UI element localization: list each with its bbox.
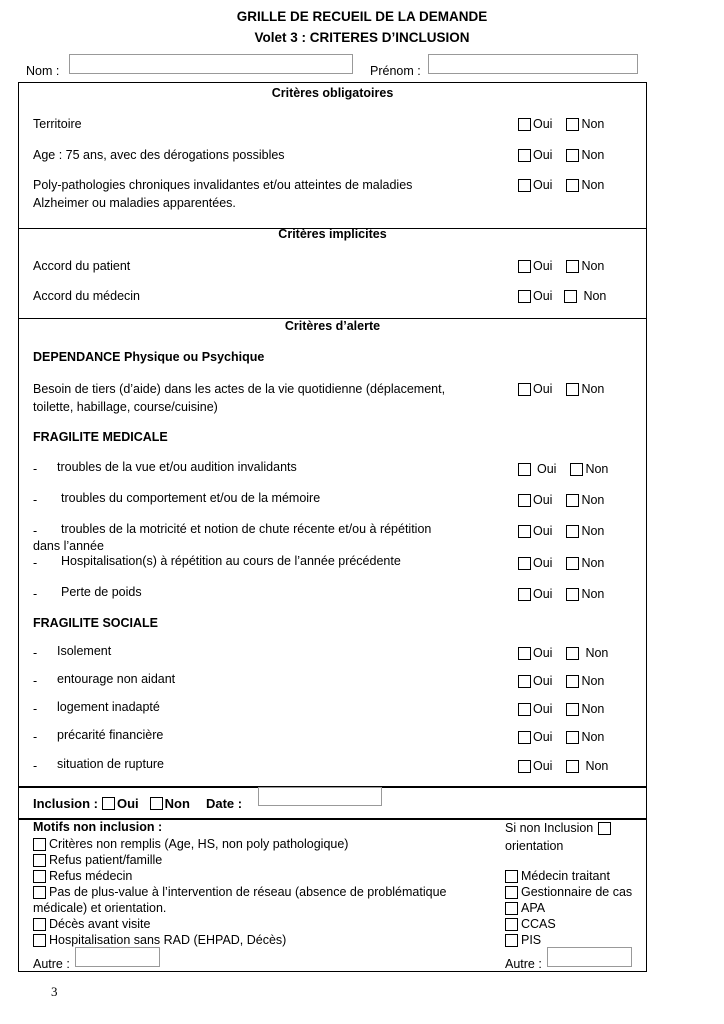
inclusion-non-checkbox[interactable] bbox=[150, 797, 163, 810]
oui-checkbox[interactable] bbox=[518, 557, 531, 570]
orientation-autre-field[interactable] bbox=[547, 947, 632, 967]
dependance-heading: DEPENDANCE Physique ou Psychique bbox=[33, 350, 265, 364]
checkbox[interactable] bbox=[505, 934, 518, 947]
motif-refus-patient bbox=[33, 852, 162, 868]
date-label: Date : bbox=[205, 796, 243, 811]
criterion-age: Age : 75 ans, avec des dérogations possibles bbox=[33, 148, 285, 162]
inclusion-row bbox=[33, 796, 242, 811]
oui-checkbox[interactable] bbox=[518, 290, 531, 303]
non-checkbox[interactable] bbox=[564, 290, 577, 303]
motif-label: Refus patient/famille bbox=[49, 853, 163, 867]
checkbox[interactable] bbox=[33, 918, 46, 931]
non-checkbox[interactable] bbox=[566, 703, 579, 716]
orientation-ccas bbox=[505, 916, 556, 932]
oui-checkbox[interactable] bbox=[518, 525, 531, 538]
criterion-comportement: troubles du comportement et/ou de la mémoire bbox=[61, 491, 321, 505]
oui-checkbox[interactable] bbox=[518, 588, 531, 601]
nom-label: Nom : bbox=[26, 64, 60, 78]
criterion-accord-medecin: Accord du médecin bbox=[33, 289, 141, 303]
non-label: Non bbox=[583, 289, 607, 303]
oui-label: Oui bbox=[533, 178, 553, 192]
motif-pas-plus-value bbox=[33, 884, 446, 900]
oui-checkbox[interactable] bbox=[518, 731, 531, 744]
oui-label: Oui bbox=[533, 702, 553, 716]
non-label: Non bbox=[581, 382, 605, 396]
motif-label: Décès avant visite bbox=[49, 917, 151, 931]
oui-label: Oui bbox=[533, 730, 553, 744]
oui-non-isolement bbox=[518, 646, 608, 660]
criterion-entourage: entourage non aidant bbox=[57, 672, 176, 686]
bullet-dash: - bbox=[33, 524, 38, 538]
fragilite-medicale-heading: FRAGILITE MEDICALE bbox=[33, 430, 168, 444]
criterion-rupture: situation de rupture bbox=[57, 757, 165, 771]
orientation-gestionnaire-cas bbox=[505, 884, 632, 900]
checkbox[interactable] bbox=[33, 838, 46, 851]
non-checkbox[interactable] bbox=[566, 118, 579, 131]
oui-label: Oui bbox=[533, 587, 553, 601]
orientation-label: Médecin traitant bbox=[521, 869, 610, 883]
oui-non-besoin-tiers bbox=[518, 382, 604, 396]
orientation-medecin-traitant bbox=[505, 868, 610, 884]
motif-label: Pas de plus-value à l’intervention de réseau (absence de problématique bbox=[49, 885, 447, 899]
prenom-label: Prénom : bbox=[370, 64, 421, 78]
non-label: Non bbox=[581, 674, 605, 688]
criterion-logement: logement inadapté bbox=[57, 700, 160, 714]
oui-label: Oui bbox=[533, 646, 553, 660]
criterion-motricite-cont: dans l’année bbox=[33, 539, 104, 553]
checkbox[interactable] bbox=[505, 886, 518, 899]
non-label: Non bbox=[585, 646, 609, 660]
checkbox[interactable] bbox=[33, 870, 46, 883]
inclusion-non-label: Non bbox=[164, 796, 190, 811]
oui-non-accord-patient bbox=[518, 259, 604, 273]
checkbox[interactable] bbox=[33, 886, 46, 899]
non-label: Non bbox=[581, 556, 605, 570]
inclusion-oui-checkbox[interactable] bbox=[102, 797, 115, 810]
motif-label: Hospitalisation sans RAD (EHPAD, Décès) bbox=[49, 933, 287, 947]
motif-refus-medecin bbox=[33, 868, 132, 884]
checkbox[interactable] bbox=[505, 870, 518, 883]
motif-criteres-non-remplis bbox=[33, 836, 348, 852]
oui-checkbox[interactable] bbox=[518, 760, 531, 773]
section-title-alerte: Critères d’alerte bbox=[284, 319, 381, 333]
orientation-subtitle: orientation bbox=[505, 839, 564, 853]
oui-checkbox[interactable] bbox=[518, 260, 531, 273]
non-checkbox[interactable] bbox=[566, 557, 579, 570]
nom-field[interactable] bbox=[69, 54, 353, 74]
bullet-dash: - bbox=[33, 587, 38, 601]
bullet-dash: - bbox=[33, 556, 38, 570]
non-label: Non bbox=[585, 462, 609, 476]
bullet-dash: - bbox=[33, 493, 38, 507]
oui-non-hospitalisation bbox=[518, 556, 604, 570]
oui-non-vue-audition bbox=[518, 462, 608, 476]
page-number: 3 bbox=[51, 984, 58, 999]
oui-checkbox[interactable] bbox=[518, 703, 531, 716]
criterion-precarite: précarité financière bbox=[57, 728, 164, 742]
oui-checkbox[interactable] bbox=[518, 647, 531, 660]
non-label: Non bbox=[581, 117, 605, 131]
oui-label: Oui bbox=[533, 493, 553, 507]
non-checkbox[interactable] bbox=[566, 731, 579, 744]
inclusion-label: Inclusion : bbox=[33, 796, 98, 811]
form-subtitle: Volet 3 : CRITERES D’INCLUSION bbox=[254, 30, 470, 45]
oui-non-precarite bbox=[518, 730, 604, 744]
criterion-besoin-tiers-cont: toilette, habillage, course/cuisine) bbox=[33, 400, 218, 414]
oui-label: Oui bbox=[533, 524, 553, 538]
orientation-label: APA bbox=[521, 901, 546, 915]
bullet-dash: - bbox=[33, 730, 38, 744]
criterion-hospitalisation: Hospitalisation(s) à répétition au cours de l’année précédente bbox=[61, 554, 401, 568]
non-checkbox[interactable] bbox=[566, 260, 579, 273]
oui-non-territoire bbox=[518, 117, 604, 131]
prenom-field[interactable] bbox=[428, 54, 638, 74]
oui-non-motricite bbox=[518, 524, 604, 538]
oui-non-age bbox=[518, 148, 604, 162]
date-field[interactable] bbox=[258, 787, 382, 806]
non-label: Non bbox=[581, 148, 605, 162]
motif-deces bbox=[33, 916, 150, 932]
oui-checkbox[interactable] bbox=[518, 149, 531, 162]
oui-label: Oui bbox=[533, 148, 553, 162]
oui-non-comportement bbox=[518, 493, 604, 507]
non-checkbox[interactable] bbox=[570, 463, 583, 476]
motif-label: Refus médecin bbox=[49, 869, 133, 883]
criterion-vue-audition: troubles de la vue et/ou audition invalidants bbox=[57, 460, 297, 474]
non-label: Non bbox=[581, 730, 605, 744]
non-inclusion-checkbox[interactable] bbox=[598, 822, 611, 835]
non-label: Non bbox=[585, 759, 609, 773]
bullet-dash: - bbox=[33, 462, 38, 476]
non-checkbox[interactable] bbox=[566, 525, 579, 538]
bullet-dash: - bbox=[33, 646, 38, 660]
motifs-autre-label: Autre : bbox=[33, 957, 70, 971]
oui-checkbox[interactable] bbox=[518, 383, 531, 396]
non-label: Non bbox=[581, 524, 605, 538]
fragilite-sociale-heading: FRAGILITE SOCIALE bbox=[33, 616, 158, 630]
criterion-polypathologies: Poly-pathologies chroniques invalidantes et/ou atteintes de maladies bbox=[33, 178, 413, 192]
bullet-dash: - bbox=[33, 759, 38, 773]
criterion-accord-patient: Accord du patient bbox=[33, 259, 131, 273]
motifs-autre-field[interactable] bbox=[75, 947, 160, 967]
oui-non-polypathologies bbox=[518, 178, 604, 192]
form-title: GRILLE DE RECUEIL DE LA DEMANDE bbox=[236, 9, 488, 24]
oui-checkbox[interactable] bbox=[518, 675, 531, 688]
motif-label: Critères non remplis (Age, HS, non poly pathologique) bbox=[49, 837, 349, 851]
checkbox[interactable] bbox=[505, 918, 518, 931]
motif-hospitalisation-sans-rad bbox=[33, 932, 286, 948]
oui-label: Oui bbox=[533, 759, 553, 773]
criterion-motricite: troubles de la motricité et notion de chute récente et/ou à répétition bbox=[61, 522, 432, 536]
oui-non-rupture bbox=[518, 759, 608, 773]
oui-non-entourage bbox=[518, 674, 604, 688]
oui-checkbox[interactable] bbox=[518, 463, 531, 476]
oui-label: Oui bbox=[533, 556, 553, 570]
non-checkbox[interactable] bbox=[566, 494, 579, 507]
orientation-label: CCAS bbox=[521, 917, 556, 931]
non-checkbox[interactable] bbox=[566, 760, 579, 773]
oui-label: Oui bbox=[537, 462, 557, 476]
section-title-implicites: Critères implicites bbox=[278, 227, 387, 241]
non-checkbox[interactable] bbox=[566, 675, 579, 688]
oui-non-accord-medecin bbox=[518, 289, 606, 303]
oui-non-perte-poids bbox=[518, 587, 604, 601]
oui-label: Oui bbox=[533, 259, 553, 273]
orientation-title-label: Si non Inclusion bbox=[505, 821, 594, 835]
orientation-autre-label: Autre : bbox=[505, 957, 542, 971]
non-checkbox[interactable] bbox=[566, 179, 579, 192]
non-label: Non bbox=[581, 259, 605, 273]
motifs-title: Motifs non inclusion : bbox=[33, 820, 163, 834]
non-label: Non bbox=[581, 178, 605, 192]
criterion-isolement: Isolement bbox=[57, 644, 112, 658]
non-checkbox[interactable] bbox=[566, 383, 579, 396]
oui-label: Oui bbox=[533, 382, 553, 396]
non-label: Non bbox=[581, 493, 605, 507]
orientation-pis bbox=[505, 932, 541, 948]
oui-label: Oui bbox=[533, 674, 553, 688]
inclusion-oui-label: Oui bbox=[117, 796, 139, 811]
checkbox[interactable] bbox=[33, 854, 46, 867]
criterion-besoin-tiers: Besoin de tiers (d’aide) dans les actes de la vie quotidienne (déplacement, bbox=[33, 382, 446, 396]
checkbox[interactable] bbox=[33, 934, 46, 947]
orientation-title bbox=[505, 820, 611, 836]
oui-checkbox[interactable] bbox=[518, 494, 531, 507]
orientation-label: Gestionnaire de cas bbox=[521, 885, 633, 899]
orientation-apa bbox=[505, 900, 545, 916]
section-title-obligatoires: Critères obligatoires bbox=[271, 86, 394, 100]
bullet-dash: - bbox=[33, 674, 38, 688]
orientation-label: PIS bbox=[521, 933, 542, 947]
oui-label: Oui bbox=[533, 117, 553, 131]
motif-pas-plus-value-cont: médicale) et orientation. bbox=[33, 901, 167, 915]
criterion-polypathologies-cont: Alzheimer ou maladies apparentées. bbox=[33, 196, 236, 210]
criterion-perte-poids: Perte de poids bbox=[61, 585, 142, 599]
oui-checkbox[interactable] bbox=[518, 179, 531, 192]
criterion-territoire: Territoire bbox=[33, 117, 82, 131]
oui-label: Oui bbox=[533, 289, 553, 303]
oui-non-logement bbox=[518, 702, 604, 716]
bullet-dash: - bbox=[33, 702, 38, 716]
non-label: Non bbox=[581, 702, 605, 716]
oui-checkbox[interactable] bbox=[518, 118, 531, 131]
checkbox[interactable] bbox=[505, 902, 518, 915]
non-checkbox[interactable] bbox=[566, 588, 579, 601]
non-checkbox[interactable] bbox=[566, 149, 579, 162]
non-label: Non bbox=[581, 587, 605, 601]
non-checkbox[interactable] bbox=[566, 647, 579, 660]
